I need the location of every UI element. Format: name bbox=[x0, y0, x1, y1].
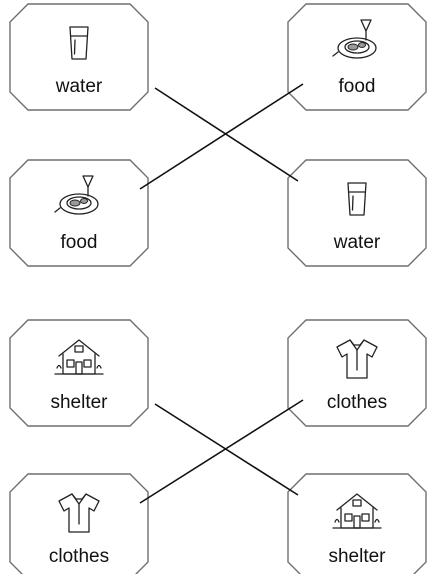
match-card-clothes[interactable] bbox=[288, 320, 426, 426]
match-card-clothes[interactable] bbox=[10, 474, 148, 574]
card-label: food bbox=[60, 232, 98, 253]
match-card-food[interactable] bbox=[10, 160, 148, 266]
card-label: clothes bbox=[326, 392, 388, 413]
match-card-food[interactable] bbox=[288, 4, 426, 110]
card-label: water bbox=[333, 232, 381, 253]
card-label: water bbox=[55, 76, 103, 97]
match-line-food[interactable] bbox=[140, 84, 303, 189]
match-card-water[interactable] bbox=[288, 160, 426, 266]
match-line-clothes[interactable] bbox=[140, 400, 303, 503]
match-card-water[interactable] bbox=[10, 4, 148, 110]
card-label: clothes bbox=[48, 546, 110, 567]
card-label: food bbox=[338, 76, 376, 97]
match-card-shelter[interactable] bbox=[288, 474, 426, 574]
card-label: shelter bbox=[328, 546, 386, 567]
card-label: shelter bbox=[50, 392, 108, 413]
match-card-shelter[interactable] bbox=[10, 320, 148, 426]
